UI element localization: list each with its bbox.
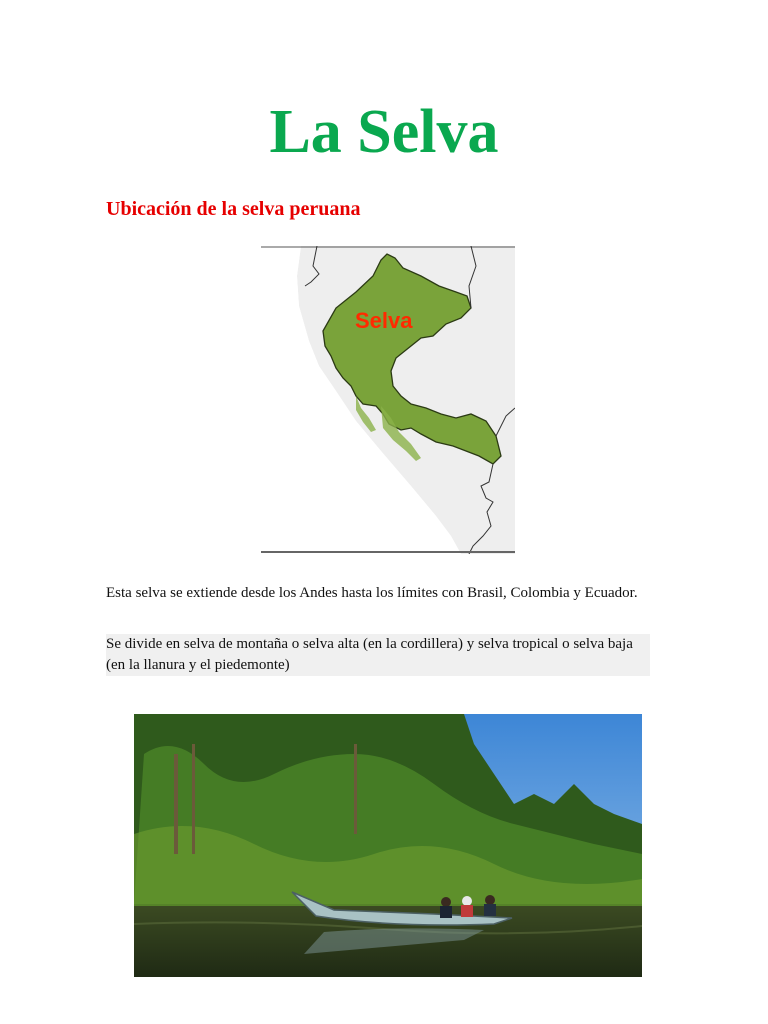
paragraph-extent: Esta selva se extiende desde los Andes hasta los límites con Brasil, Colombia y Ecuador. xyxy=(106,585,638,601)
peru-jungle-map xyxy=(261,246,515,554)
map-label: Selva xyxy=(355,308,413,333)
page-title: La Selva xyxy=(269,98,499,166)
paragraph-division: Se divide en selva de montaña o selva alta (en la cordillera) y selva tropical o selva baja (en la llanura y el piedemonte) xyxy=(106,634,650,676)
jungle-river-photo xyxy=(134,714,642,977)
section-heading: Ubicación de la selva peruana xyxy=(106,198,361,220)
